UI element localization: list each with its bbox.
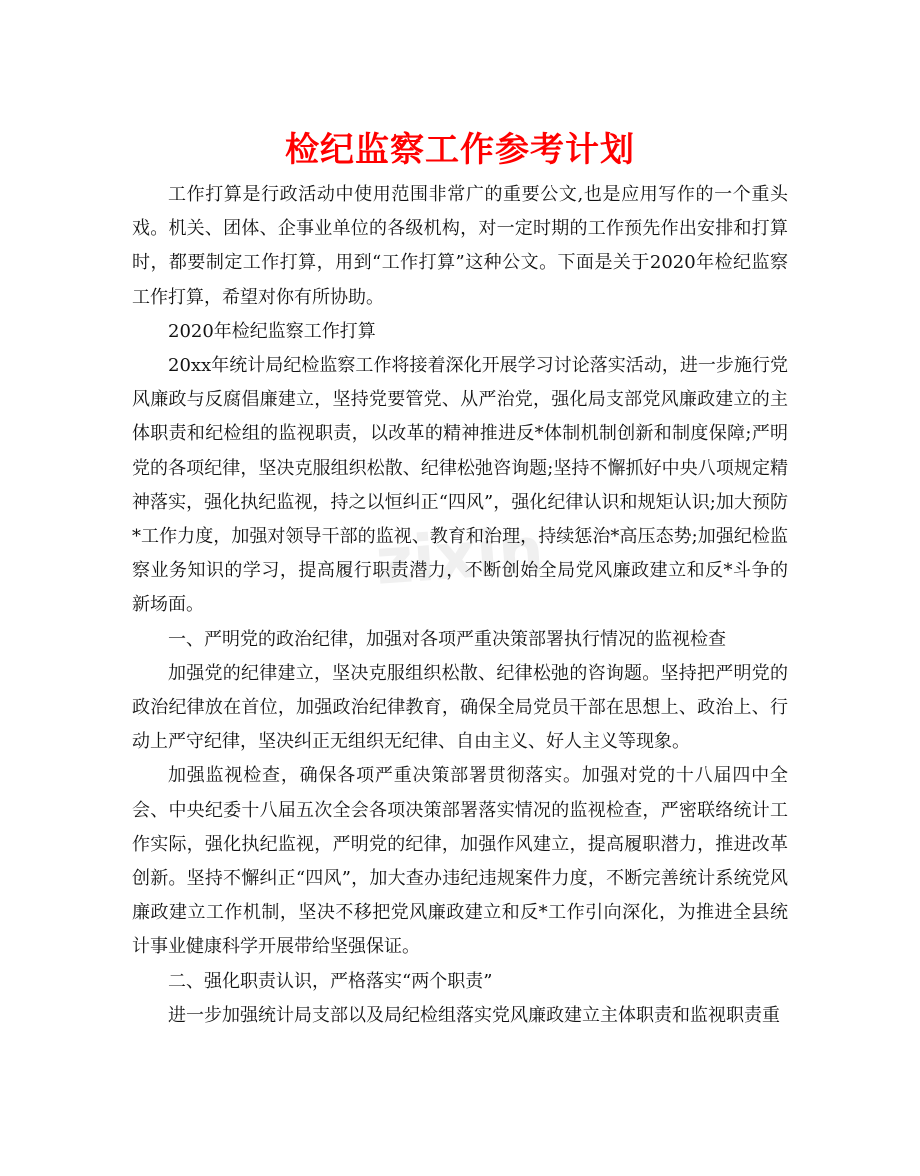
section-2-paragraph-1: 进一步加强统计局支部以及局纪检组落实党风廉政建立主体职责和监视职责重: [168, 1004, 780, 1026]
watermark: zixin: [373, 514, 547, 600]
document-title: 检纪监察工作参考计划: [285, 130, 635, 170]
section-1-paragraph-1: 加强党的纪律建立，坚决克服组织松散、纪律松弛的咨询题。坚持把严明党的政治纪律放在首位，加强政治纪律教育，确保全局党员干部在思想上、政治上、行动上严守纪律，坚决纠正无组织无纪律、自由主义、好人主义等现象。: [132, 662, 788, 753]
section-heading-1: 一、严明党的政治纪律，加强对各项严重决策部署执行情况的监视检查: [168, 628, 726, 650]
overview-paragraph: 20xx年统计局纪检监察工作将接着深化开展学习讨论落实活动，进一步施行党风廉政与反腐倡廉建立，坚持党要管党、从严治党，强化局支部党风廉政建立的主体职责和纪检组的监视职责，以改革的精神推进反*体制机制创新和制度保障;严明党的各项纪律，坚决克服组织松散、纪律松弛咨询题;坚持不懈抓好中央八项规定精神落实，强化执纪监视，持之以恒纠正“四风”，强化纪律认识和规矩认识;加大预防*工作力度，加强对领导干部的监视、教育和治理，持续惩治*高压态势;加强纪检监察业务知识的学习，提高履行职责潜力，不断创始全局党风廉政建立和反*斗争的新场面。: [132, 355, 788, 616]
plan-heading: 2020年检纪监察工作打算: [168, 320, 376, 342]
section-heading-2: 二、强化职责认识，严格落实“两个职责”: [168, 970, 493, 992]
intro-paragraph: 工作打算是行政活动中使用范围非常广的重要公文,也是应用写作的一个重头戏。机关、团体、企事业单位的各级机构，对一定时期的工作预先作出安排和打算时，都要制定工作打算，用到“工作打算”这种公文。下面是关于2020年检纪监察工作打算，希望对你有所协助。: [132, 184, 788, 308]
section-1-paragraph-2: 加强监视检查，确保各项严重决策部署贯彻落实。加强对党的十八届四中全会、中央纪委十八届五次全会各项决策部署落实情况的监视检查，严密联络统计工作实际，强化执纪监视，严明党的纪律，加强作风建立，提高履职潜力，推进改革创新。坚持不懈纠正“四风”，加大查办违纪违规案件力度，不断完善统计系统党风廉政建立工作机制，坚决不移把党风廉政建立和反*工作引向深化，为推进全县统计事业健康科学开展带给坚强保证。: [132, 765, 788, 958]
document-body: [132, 178, 788, 1033]
